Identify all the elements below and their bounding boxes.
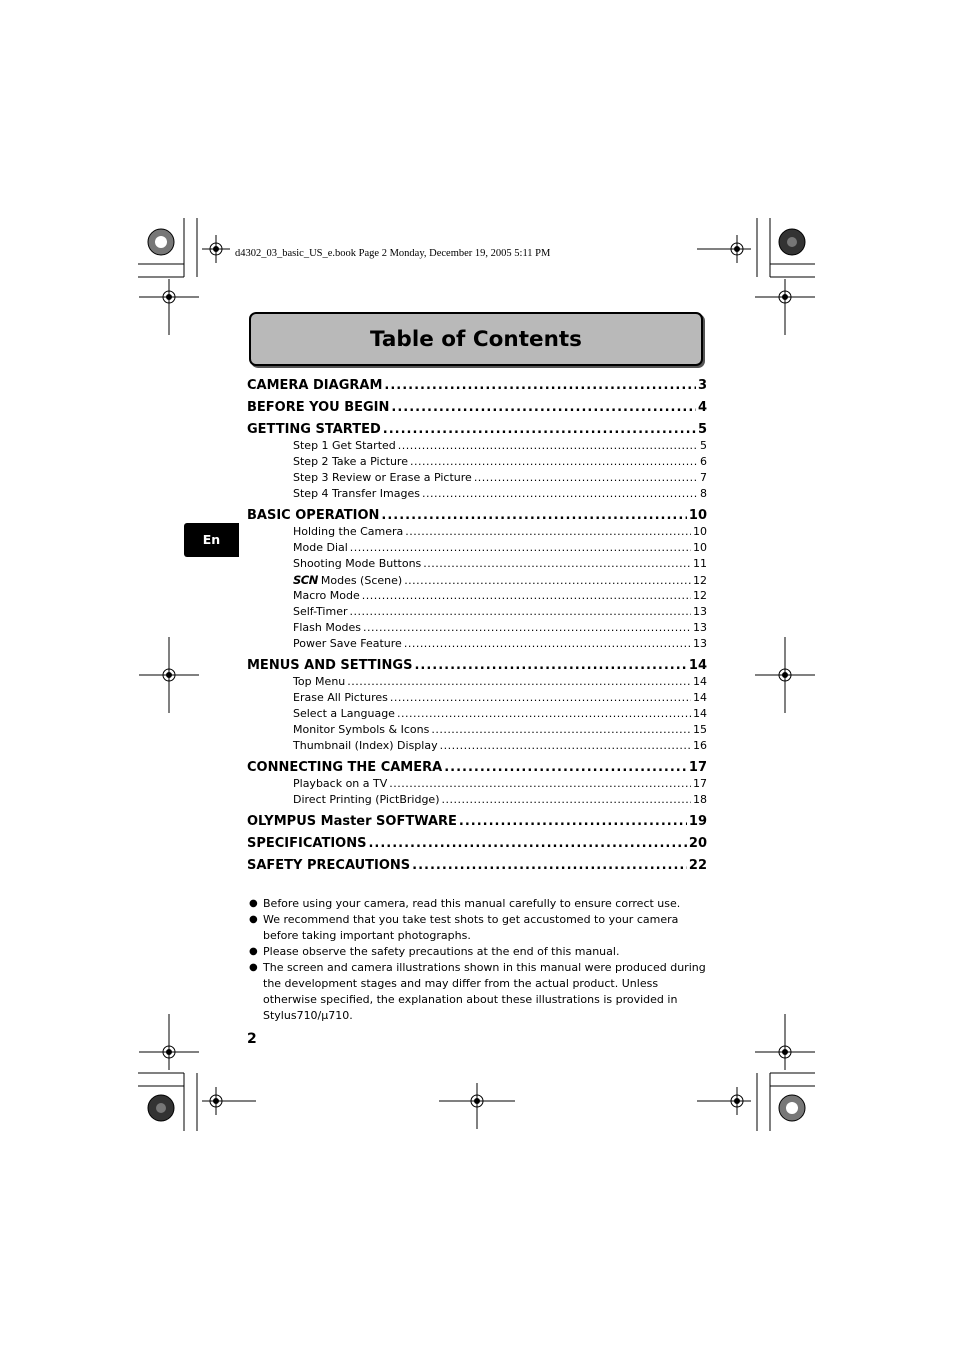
toc-entry[interactable] (247, 604, 707, 620)
dot-leader (384, 378, 696, 394)
toc-entry-label (293, 706, 395, 722)
toc-entry-text: Modes (Scene) (320, 574, 403, 587)
note-text: The screen and camera illustrations shown in this manual were produced during the development stages and may differ from the actual product. Unless otherwise specified, the explanation about these illustrations is provided in Stylus710/µ710. (263, 961, 706, 1022)
dot-leader (423, 556, 691, 572)
toc-section[interactable] (247, 836, 707, 852)
toc-entry-text: Step 4 Transfer Images (293, 487, 420, 500)
toc-entry-label (293, 722, 429, 738)
toc-entry-page: 13 (693, 637, 707, 650)
toc-section[interactable] (247, 760, 707, 776)
dot-leader (381, 508, 687, 524)
bullet-icon: ● (249, 914, 258, 925)
note-item (249, 944, 709, 960)
toc-entry-label (293, 792, 440, 808)
dot-leader (459, 814, 687, 830)
dot-leader (398, 438, 698, 454)
toc-entry-label (293, 524, 403, 540)
notes-list (249, 896, 709, 1024)
toc-entry-label (293, 588, 360, 604)
toc-entry[interactable] (247, 572, 707, 588)
toc-entry[interactable] (247, 540, 707, 556)
toc-entry[interactable] (247, 556, 707, 572)
toc-entry[interactable] (247, 690, 707, 706)
dot-leader (405, 524, 691, 540)
toc-section[interactable] (247, 658, 707, 674)
toc-entry-label (293, 636, 402, 652)
toc-entry[interactable] (247, 722, 707, 738)
toc-section-page: 5 (697, 422, 707, 437)
toc-entry-page: 10 (693, 525, 707, 538)
dot-leader (412, 858, 687, 874)
toc-section-title: MENUS AND SETTINGS (247, 658, 413, 673)
toc-section-page: 22 (688, 858, 707, 873)
toc-entry[interactable] (247, 588, 707, 604)
toc-entry-page: 14 (693, 675, 707, 688)
page-title: Table of Contents (370, 327, 582, 352)
toc-entry[interactable] (247, 738, 707, 754)
toc-entry-label (293, 572, 402, 589)
toc-entry-page: 8 (700, 487, 707, 500)
toc-entry-page: 18 (693, 793, 707, 806)
page-number: 2 (247, 1031, 257, 1047)
toc-section-title: OLYMPUS Master SOFTWARE (247, 814, 457, 829)
toc-entry-label (293, 470, 472, 486)
dot-leader (389, 776, 691, 792)
toc-entry-label (293, 486, 420, 502)
bullet-icon: ● (249, 898, 258, 909)
toc-entry[interactable] (247, 438, 707, 454)
note-text: Before using your camera, read this manual carefully to ensure correct use. (263, 897, 681, 910)
toc-section-page: 20 (688, 836, 707, 851)
toc-entry[interactable] (247, 454, 707, 470)
dot-leader (391, 400, 696, 416)
dot-leader (368, 836, 686, 852)
toc-section[interactable] (247, 814, 707, 830)
dot-leader (444, 760, 687, 776)
toc-entry-text: Mode Dial (293, 541, 348, 554)
toc-entry-page: 14 (693, 707, 707, 720)
toc-section[interactable] (247, 378, 707, 394)
scn-icon: SCN (293, 573, 318, 587)
toc-entry[interactable] (247, 776, 707, 792)
bullet-icon: ● (249, 946, 258, 957)
toc-section-title: CAMERA DIAGRAM (247, 378, 383, 393)
toc-section-page: 4 (697, 400, 707, 415)
toc-entry[interactable] (247, 470, 707, 486)
note-text: Please observe the safety precautions at the end of this manual. (263, 945, 620, 958)
toc-entry-text: Holding the Camera (293, 525, 404, 538)
toc-entry-page: 7 (700, 471, 707, 484)
toc-section[interactable] (247, 422, 707, 438)
toc-section-title: CONNECTING THE CAMERA (247, 760, 443, 775)
toc-section[interactable] (247, 400, 707, 416)
bullet-icon: ● (249, 962, 258, 973)
toc-list (247, 378, 707, 874)
toc-entry-text: Step 1 Get Started (293, 439, 396, 452)
toc-section-title: BASIC OPERATION (247, 508, 380, 523)
toc-section-page: 10 (688, 508, 707, 523)
dot-leader (349, 604, 691, 620)
toc-entry-page: 14 (693, 691, 707, 704)
dot-leader (410, 454, 698, 470)
dot-leader (474, 470, 698, 486)
toc-entry-text: Macro Mode (293, 589, 360, 602)
toc-section-title: BEFORE YOU BEGIN (247, 400, 390, 415)
toc-entry-label (293, 556, 421, 572)
toc-entry-text: Power Save Feature (293, 637, 402, 650)
toc-entry-page: 11 (693, 557, 707, 570)
dot-leader (397, 706, 691, 722)
toc-section-page: 17 (688, 760, 707, 775)
dot-leader (404, 636, 691, 652)
dot-leader (383, 422, 696, 438)
note-text: We recommend that you take test shots to get accustomed to your camera before taking important photographs. (263, 913, 679, 942)
toc-entry-page: 15 (693, 723, 707, 736)
toc-entry-text: Select a Language (293, 707, 395, 720)
toc-entry-page: 12 (693, 589, 707, 602)
toc-section-page: 3 (697, 378, 707, 393)
toc-entry-label (293, 454, 408, 470)
print-slug: d4302_03_basic_US_e.book Page 2 Monday, December 19, 2005 5:11 PM (235, 248, 551, 259)
language-tab: En (184, 523, 239, 557)
toc-entry-label (293, 540, 348, 556)
toc-section-title: SAFETY PRECAUTIONS (247, 858, 411, 873)
dot-leader (404, 573, 691, 589)
toc-entry-label (293, 674, 345, 690)
toc-entry-text: Shooting Mode Buttons (293, 557, 422, 570)
toc-entry-text: Playback on a TV (293, 777, 388, 790)
toc-entry-page: 13 (693, 621, 707, 634)
toc-entry-text: Monitor Symbols & Icons (293, 723, 430, 736)
toc-entry-text: Step 3 Review or Erase a Picture (293, 471, 472, 484)
dot-leader (414, 658, 686, 674)
toc-section-page: 19 (688, 814, 707, 829)
note-item (249, 960, 709, 1024)
toc-entry-page: 17 (693, 777, 707, 790)
toc-section-page: 14 (688, 658, 707, 673)
dot-leader (363, 620, 691, 636)
dot-leader (442, 792, 692, 808)
toc-entry-page: 10 (693, 541, 707, 554)
toc-entry-page: 12 (693, 574, 707, 587)
dot-leader (347, 674, 691, 690)
toc-entry-label (293, 620, 361, 636)
toc-section[interactable] (247, 508, 707, 524)
toc-entry[interactable] (247, 524, 707, 540)
dot-leader (350, 540, 691, 556)
toc-section-title: GETTING STARTED (247, 422, 381, 437)
dot-leader (422, 486, 698, 502)
toc-entry-text: Thumbnail (Index) Display (293, 739, 438, 752)
toc-entry[interactable] (247, 674, 707, 690)
toc-entry-label (293, 738, 438, 754)
toc-entry-label (293, 690, 388, 706)
dot-leader (390, 690, 691, 706)
dot-leader (431, 722, 691, 738)
dot-leader (362, 588, 691, 604)
dot-leader (440, 738, 691, 754)
toc-section-title: SPECIFICATIONS (247, 836, 367, 851)
toc-entry-text: Top Menu (293, 675, 346, 688)
toc-entry-label (293, 776, 387, 792)
toc-entry[interactable] (247, 792, 707, 808)
toc-entry[interactable] (247, 486, 707, 502)
toc-entry-label (293, 438, 396, 454)
toc-entry[interactable] (247, 620, 707, 636)
toc-entry-page: 13 (693, 605, 707, 618)
toc-entry-page: 16 (693, 739, 707, 752)
note-item (249, 912, 709, 944)
toc-entry[interactable] (247, 706, 707, 722)
toc-entry-text: Direct Printing (PictBridge) (293, 793, 440, 806)
toc-entry-text: Step 2 Take a Picture (293, 455, 408, 468)
title-banner (249, 312, 703, 366)
note-item (249, 896, 709, 912)
toc-section[interactable] (247, 858, 707, 874)
toc-entry-text: Self-Timer (293, 605, 348, 618)
toc-entry-text: Erase All Pictures (293, 691, 388, 704)
toc-entry-page: 6 (700, 455, 707, 468)
toc-entry-text: Flash Modes (293, 621, 362, 634)
toc-entry-label (293, 604, 347, 620)
toc-entry[interactable] (247, 636, 707, 652)
toc-entry-page: 5 (700, 439, 707, 452)
